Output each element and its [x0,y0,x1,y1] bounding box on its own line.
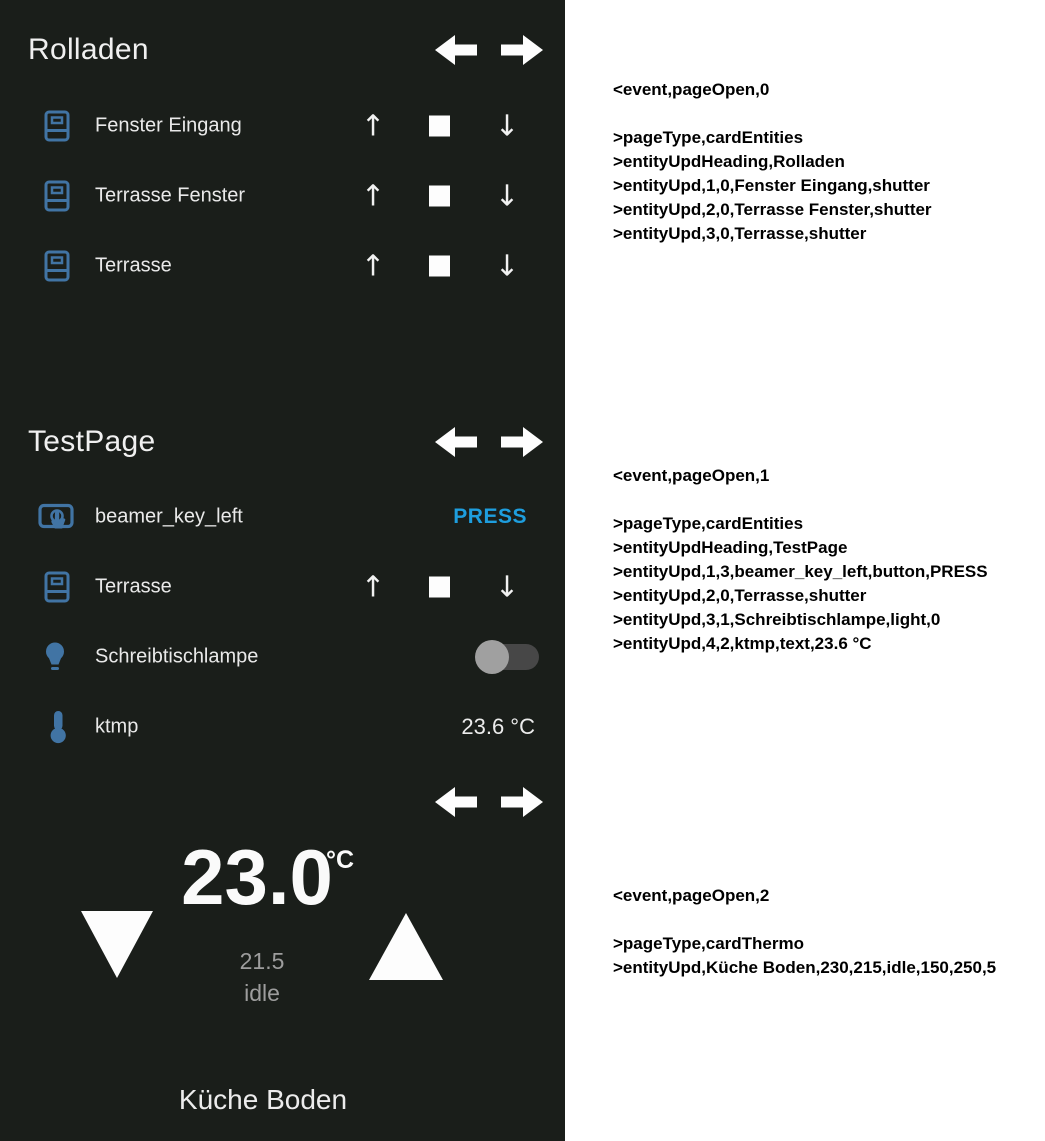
text-entity-value: 23.6 °C [461,714,535,739]
protocol-line: >entityUpd,4,2,ktmp,text,23.6 °C [613,634,872,653]
protocol-block-0 [613,78,1043,246]
shutter-up-button[interactable]: ↑ [360,108,386,143]
protocol-line: >entityUpd,2,0,Terrasse,shutter [613,586,867,605]
protocol-line: >pageType,cardThermo [613,934,804,953]
hvac-state: idle [244,980,280,1006]
protocol-line: >pageType,cardEntities [613,128,804,147]
protocol-line: >entityUpd,Küche Boden,230,215,idle,150,250,5 [613,958,997,977]
button-tap-icon [38,499,74,535]
thermostat-title: Küche Boden [178,1084,348,1115]
prev-page-arrow-icon[interactable] [435,426,477,458]
shutter-down-button[interactable]: ↓ [494,248,520,283]
next-page-arrow-icon[interactable] [501,786,543,818]
entity-row [0,482,565,552]
shutter-stop-button[interactable] [429,577,450,598]
protocol-line: >entityUpd,3,0,Terrasse,shutter [613,224,867,243]
entity-label: Schreibtischlampe [95,645,259,668]
entity-label: Terrasse [95,575,172,598]
target-temperature: 21.5 [239,948,285,974]
shutter-up-button[interactable]: ↑ [360,178,386,213]
shutter-up-button[interactable]: ↑ [360,248,386,283]
protocol-line: >entityUpd,3,1,Schreibtischlampe,light,0 [613,610,941,629]
prev-page-arrow-icon[interactable] [435,786,477,818]
shutter-stop-button[interactable] [429,186,450,207]
protocol-event-line: <event,pageOpen,1 [613,466,770,485]
entity-label: Terrasse Fenster [95,184,246,207]
entity-label: beamer_key_left [95,505,243,528]
shutter-icon [44,180,70,212]
lightbulb-icon [42,641,68,673]
entity-label: Terrasse [95,254,172,277]
entity-row [0,552,565,622]
shutter-icon [44,571,70,603]
entity-label: Fenster Eingang [95,114,242,137]
temperature-unit: °C [326,846,355,874]
protocol-line: >pageType,cardEntities [613,514,804,533]
shutter-down-button[interactable]: ↓ [494,569,520,604]
press-button[interactable]: PRESS [453,505,527,528]
entity-row [0,161,565,231]
protocol-line: >entityUpdHeading,TestPage [613,538,848,557]
protocol-event-line: <event,pageOpen,2 [613,886,770,905]
protocol-line: >entityUpd,2,0,Terrasse Fenster,shutter [613,200,932,219]
protocol-line: >entityUpd,1,3,beamer_key_left,button,PRESS [613,562,988,581]
shutter-down-button[interactable]: ↓ [494,178,520,213]
entity-row [0,91,565,161]
entity-row [0,231,565,301]
shutter-down-button[interactable]: ↓ [494,108,520,143]
protocol-block-1 [613,464,1043,656]
light-toggle-switch[interactable] [477,640,539,674]
next-page-arrow-icon[interactable] [501,426,543,458]
shutter-icon [44,250,70,282]
entity-row [0,692,565,762]
current-temperature: 23.0 [181,833,333,921]
page-title-rolladen: Rolladen [28,33,149,66]
protocol-line: >entityUpdHeading,Rolladen [613,152,845,171]
entity-row [0,622,565,692]
prev-page-arrow-icon[interactable] [435,34,477,66]
page-title-testpage: TestPage [28,425,156,458]
toggle-knob [475,640,509,674]
protocol-event-line: <event,pageOpen,0 [613,80,770,99]
shutter-stop-button[interactable] [429,256,450,277]
entity-label: ktmp [95,715,139,738]
shutter-up-button[interactable]: ↑ [360,569,386,604]
shutter-icon [44,110,70,142]
shutter-stop-button[interactable] [429,116,450,137]
protocol-line: >entityUpd,1,0,Fenster Eingang,shutter [613,176,930,195]
thermometer-icon [47,710,69,744]
next-page-arrow-icon[interactable] [501,34,543,66]
protocol-block-2 [613,884,1043,980]
